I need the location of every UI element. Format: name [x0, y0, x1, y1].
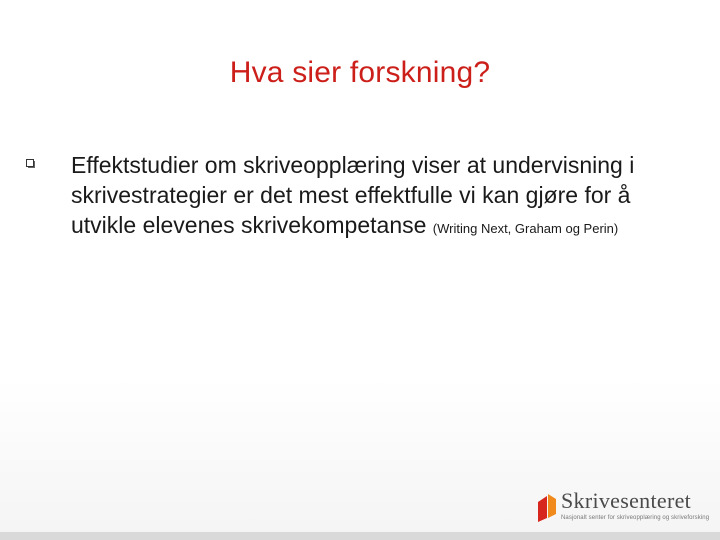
bullet-text [71, 150, 661, 244]
bullet-citation: (Writing Next, Graham og Perin) [432, 221, 619, 236]
bullet-body: Effektstudier om skriveopplæring viser at undervisning i skrivestrategier er det mest effektfulle vi kan gjøre for å utvikle elevenes skrivekompetanse [71, 152, 635, 238]
logo-tagline: Nasjonalt senter for skriveopplæring og skriveforsking [561, 515, 710, 521]
slide-title: Hva sier forskning? [229, 56, 491, 89]
logo-name: Skrivesenteret [561, 488, 692, 513]
skrivesenteret-logo [536, 488, 716, 528]
skrivesenteret-logo-mark-icon [536, 492, 560, 524]
bottom-band [0, 532, 720, 540]
square-bullet-icon [26, 159, 35, 168]
